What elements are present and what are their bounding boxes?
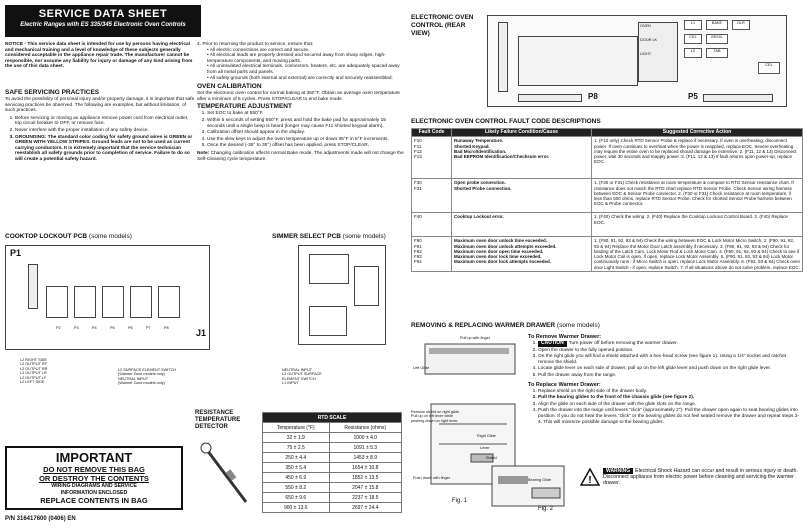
cooktop-j1-label: J1 [196,328,207,338]
safe-title: SAFE SERVICING PRACTICES [5,89,100,96]
replace-item: 3. Align the glide on each side of the drawer with the glide slots on the range. [538,402,802,408]
fault-causes: Runaway Temperature. Shorted Keypad. Bad Micro/Identification. Bad EEPROM Identification/Checksum error. [452,137,592,179]
part-number: P/N 316417600 (0406) EN [5,516,76,522]
table-row: 350 ± 5.4 1654 ± 10.8 [263,463,402,473]
eoc-p8-label: P8 [588,92,598,101]
safe-item: 3. GROUNDING: The standard color coding for safety ground wires is GREEN or GREEN WITH YELLOW STRIPES. Ground leads are not to be used as current carrying conductors. It is extremely important that the service technician reestablish all safety grounds prior to completion of service. Failure to do so will create a potential safety hazard. [15,135,195,163]
simmer-relay [354,266,379,306]
table-row: 32 ± 1.9 1000 ± 4.0 [263,433,402,443]
cooktop-board-diagram [5,245,210,350]
replace-item: 2. Pull the bearing glides to the front of the chassis glide (see figure 2). [538,395,802,401]
page-subtitle: Electric Ranges with ES 335/345 Electronic Oven Controls [20,22,186,28]
eoc-p5-label: P5 [688,92,698,101]
eoc-label: OVEN [640,24,651,28]
rtd-header: Resistance (ohms) [329,423,401,433]
safe-item: 1. Before servicing or moving an appliance remove power cord from electrical outlet, trip circuit breaker to OFF, or remove fuse. [15,116,195,127]
table-row: 75 ± 2.5 1091 ± 5.3 [263,443,402,453]
rtd-caption: RTD SCALE [263,413,402,423]
warning-text: Electrical Shock Hazard can occur and result in serious injury or death. Disconnect appliance from electric power before cleaning and servicing the warmer drawer. [603,468,798,486]
table-row [412,179,803,213]
remove-item: 2. Open the drawer to the fully opened position. [538,348,802,354]
temp-adjust-item: 4. Use the slew keys to adjust the oven temperature up or down 35°F in 5°F increments. [207,137,405,143]
simmer-title: SIMMER SELECT PCB (some models) [272,233,386,240]
fault-causes: Maximum oven door unlock time exceeded. Maximum oven door unlock attempts exceeded. Maximum oven door open time exceeded. Maximum oven door lock time exceeded. Maximum oven door lock attempts exceeded. [452,237,592,272]
page-title: SERVICE DATA SHEET [38,8,168,20]
important-line: DO NOT REMOVE THIS BAG [43,465,145,474]
safe-intro: To avoid the possibility of personal injury and/or property damage, it is important that safe servicing practices be observed. The following are examples, but without limitation, of such practices. [5,97,195,114]
middle-text-column [197,42,405,162]
safe-item: 2. Never interfere with the proper installation of any safety device. [15,128,195,134]
cooktop-relay [158,286,180,318]
fault-codes: F30 F31 [412,179,452,213]
cooktop-relay [46,286,68,318]
eoc-board-diagram [487,15,787,107]
safe-list [5,116,195,163]
eoc-connector-left [498,22,508,92]
table-row [412,237,803,272]
table-row: 550 ± 8.2 2047 ± 15.8 [263,483,402,493]
table-row [412,137,803,179]
eoc-terminal: BAKE [706,20,728,30]
fig1-label: Left Glide [413,366,430,370]
fault-causes: Open probe connection. Shorted Probe connection. [452,179,592,213]
fault-action: 1. (F10 only) Check RTD Sensor Probe & replace if necessary. If oven is overheating, disconnect power. If oven continues to overheat when the power is reapplied, replace EOC. Severe overheating may require the entire oven to be replaced should damage be extensive. 2. (F11, 12 & 13) Disconnect power, wait 30 seconds and reapply power. 3. (F11, 12 & 13) If fault returns upon power-up, replace EOC. [592,137,803,179]
fig1-label: Pull up with finger [460,336,490,340]
important-box [5,446,183,510]
eoc-terminal: L2 [684,48,702,58]
notice-text: This service data sheet is intended for use by persons having electrical and mechanical training and a level of knowledge of these subjects generally considered acceptable in the appliance repair trade. The manufacturer cannot be responsible, nor assume any liability for injury or damage of any kind arising from the use of this data sheet. [5,42,193,70]
cooktop-wire-labels-left: L2 RIGHT SIDE L2 OUTPUT RF L2 OUTPUT RR L2 OUTPUT LR L2 OUTPUT LF L2 LEFT SIDE [20,358,48,385]
fault-codes: F10 F11 F12 F13 [412,137,452,179]
calibration-title: OVEN CALIBRATION [197,83,262,91]
eoc-terminal: CEL [684,34,702,44]
prior-bullet: • All uninsulated electrical terminals, connectors, heaters, etc. are adequately spaced away from all metal parts and panels. [207,64,400,75]
cooktop-relay [74,286,96,318]
eoc-p5-connector [703,94,773,102]
cooktop-p1-label: P1 [10,248,22,258]
remove-list [528,341,802,379]
fault-header: Suggested Corrective Action [592,129,803,137]
fault-action: 1. (F30 or F31) Check resistance at room temperature & compare to RTD Sensor resistance chart. If resistance does not match the RTD chart replace RTD Sensor Probe. Check Sensor wiring harness between EOC & Sensor Probe connector. 2. (F30 or F31) Check resistance at room temperature, if less than 500 ohms, replace RTD Sensor Probe. Check for shorted Sensor Probe harness between EOC & Probe connector. [592,179,803,213]
temp-adjust-item: 1. Set EOC to bake at 550°F. [207,111,405,117]
prior-bullet: • All electrical leads are properly dressed and secured away from sharp edges, high-temperature components, and moving parts. [207,53,386,64]
cooktop-pin-label: P5 [110,326,115,330]
fault-table [411,128,803,272]
remove-item: 5. Pull the drawer away from the range. [538,373,802,379]
important-line: WIRING DIAGRAMS AND SERVICE [51,483,137,489]
eoc-terminal: DLR [732,20,750,30]
warmer-fig2-illustration [488,462,568,512]
replace-title: To Replace Warmer Drawer: [528,381,601,388]
eoc-display-area [518,36,638,86]
fault-action: 1. (F90, 91, 92, 93 & 94) Check the wiring between EOC & Lock Motor Micro Switch. 2. (F90, 91, 92, 93 & 94) Replace the Motor Door Latch assembly if necessary. 3. (F90, 91, 92, 93 & 94) Check for binding of the Latch Cam, Lock Motor Rod & Lock Motor Cam. 4. (F90, 91, 92, 93 & 94) Check to see if Lock Motor Coil is open. If open, replace Lock Motor Assembly. 5. (F90, 91, 92, 93 & 94) Lock Motor continuously runs - if Micro Switch is open, replace Lock Motor Assembly. 6. (F92, 93 & 94) Check oven door Light Switch - if open, replace Switch. 7. If all situations above do not solve problem, replace EOC. [592,237,803,272]
important-line: OR DESTROY THE CONTENTS [39,474,149,483]
eoc-terminal: L1 [684,20,702,30]
fig1-label: Right Glide [477,434,496,438]
replace-item: 1. Replace shield on the right side of the drawer body. [538,389,802,395]
warmer-instructions [528,334,802,426]
eoc-title: ELECTRONIC OVEN CONTROL (REAR VIEW) [411,14,474,37]
eoc-label: LIGHT [640,52,652,56]
important-line: INFORMATION ENCLOSED [60,489,128,496]
temp-adjust-title: TEMPERATURE ADJUSTMENT [197,103,292,111]
notice-label: NOTICE - [5,42,28,47]
notice-block [5,42,195,70]
fig2-label: Bearing Glide [528,478,552,482]
remove-item: 4. Locate glide lever on each side of drawer, pull up on the left glide lever and push down on the right glide lever. [538,366,802,372]
rtd-table [262,412,402,513]
fault-title: ELECTRONIC OVEN CONTROL FAULT CODE DESCRIPTIONS [411,118,601,125]
table-row: 250 ± 4.4 1453 ± 8.9 [263,453,402,463]
cooktop-p1-connector [28,264,38,309]
fault-codes: F90 F91 F92 F93 F94 [412,237,452,272]
fig1-label: Push down with finger [413,476,451,480]
table-row: 650 ± 9.6 2237 ± 18.5 [263,493,402,503]
replace-list [528,389,802,426]
fault-table-wrap [411,128,803,272]
temp-adjust-item: 2. Within 5 seconds of setting 550°F, press and hold the bake pad for approximately 15 seconds until a single beep is heard (longer may cause F11 shorted keypad alarm). [207,118,405,129]
cooktop-pin-label: P6 [128,326,133,330]
prior-bullet: • All electric connections are correct and secure. [207,47,310,53]
fig1-label: Shield [486,456,497,460]
fault-header-row [412,129,803,137]
prior-bullets [197,48,405,82]
important-line: REPLACE CONTENTS IN BAG [40,496,148,505]
fig1-label: Lever [480,446,490,450]
calibration-text: Set the electronic oven control for normal baking at 350°F. Obtain an average oven temperature after a minimum of 5 cycles. Press STOP/CLEAR to end bake mode. [197,91,400,102]
warmer-title: REMOVING & REPLACING WARMER DRAWER (some models) [411,322,600,329]
temp-adjust-item: 5. Once the desired (-35° to 35°) offset has been applied, press STOP/CLEAR. [207,143,405,149]
fault-header: Fault Code [412,129,452,137]
remove-title: To Remove Warmer Drawer: [528,334,602,340]
remove-item: 1. CAUTION Turn power off before removing the warmer drawer. [538,341,802,347]
temp-adjust-note: Note: Changing calibration affects normal Bake mode. The adjustments made will not change the Self-Cleaning cycle temperature. [197,150,404,162]
rtd-table-wrap [262,412,402,513]
fig1-caption: Fig. 1 [452,498,468,504]
important-title: IMPORTANT [55,450,133,465]
safe-servicing-section [5,89,195,164]
caution-badge: CAUTION [538,341,567,347]
cooktop-pin-label: P7 [146,326,151,330]
fig1-label: Remove shield on right glide. Pull up on left lever while pushing down on right lever. [411,410,460,423]
eoc-terminal: BROIL [706,34,728,44]
cooktop-pin-label: P4 [92,326,97,330]
cooktop-wire-labels-right: L2 SURFACE ELEMENT SWITCH (Warmer Zone models only) NEUTRAL INPUT (Warmer Zone models only) [118,368,177,386]
table-row [412,213,803,237]
fault-header: Likely Failure Condition/Cause [452,129,592,137]
simmer-wire-labels: NEUTRAL INPUT L2 OUTPUT SURFACE ELEMENT SWITCH L1 INPUT [282,368,322,386]
svg-text:!: ! [588,475,592,486]
cooktop-relay [102,286,124,318]
simmer-component [309,254,349,284]
warning-triangle-icon [580,468,600,486]
simmer-component [309,306,347,336]
replace-item: 4. Push the drawer into the range until levers "click" (approximately 2"). Pull the drawer open again to seat bearing glides into position. If you do not hear the levers "click" or the bearing glides do not feel seated remove the drawer and repeat steps 2-4. This will minimize possible damage to the bearing glides. [538,408,802,425]
fault-causes: Cooktop Lockout error. [452,213,592,237]
eoc-terminal: CEL [758,62,780,74]
cooktop-pin-label: P2 [56,326,61,330]
prior-item4: 4. Prior to returning the product to service, ensure that: [197,42,314,47]
eoc-label: DOOR LK [640,38,658,42]
table-row: 900 ± 13.6 2697 ± 24.4 [263,503,402,513]
cooktop-pin-label: P8 [164,326,169,330]
cooktop-title: COOKTOP LOCKOUT PCB (some models) [5,233,132,240]
rtd-header: Temperature (°F) [263,423,330,433]
rtd-probe-illustration [198,440,258,510]
remove-item: 3. On the right glide you will find a shield attached with a hex-head screw (see figure 1). Using a 1/4" socket and ratchet remove the shield. [538,354,802,365]
warning-block [580,468,802,486]
rtd-title: RESISTANCE TEMPERATURE DETECTOR [195,410,241,430]
fault-codes: F40 [412,213,452,237]
table-row: 450 ± 6.9 1852 ± 13.5 [263,473,402,483]
header-banner [5,5,201,37]
prior-bullet: • All safety grounds (both internal and external) are correctly and securely reassembled. [207,75,393,81]
fault-action: 1. (F40) Check the wiring. 2. (F40) Replace the Cooktop Lockout Control Board. 3. (F40) Replace EOC. [592,213,803,237]
eoc-terminal: TAB [706,48,728,58]
simmer-board-diagram [298,245,386,345]
temp-adjust-item: 3. Calibration offset should appear in the display. [207,130,405,136]
warning-badge: WARNING [603,468,633,474]
temp-adjust-list [197,111,405,149]
fig2-caption: Fig. 2 [538,506,554,512]
cooktop-pin-label: P3 [74,326,79,330]
warning-text-wrap [603,468,802,486]
cooktop-relay [130,286,152,318]
eoc-p8-connector [518,94,582,102]
